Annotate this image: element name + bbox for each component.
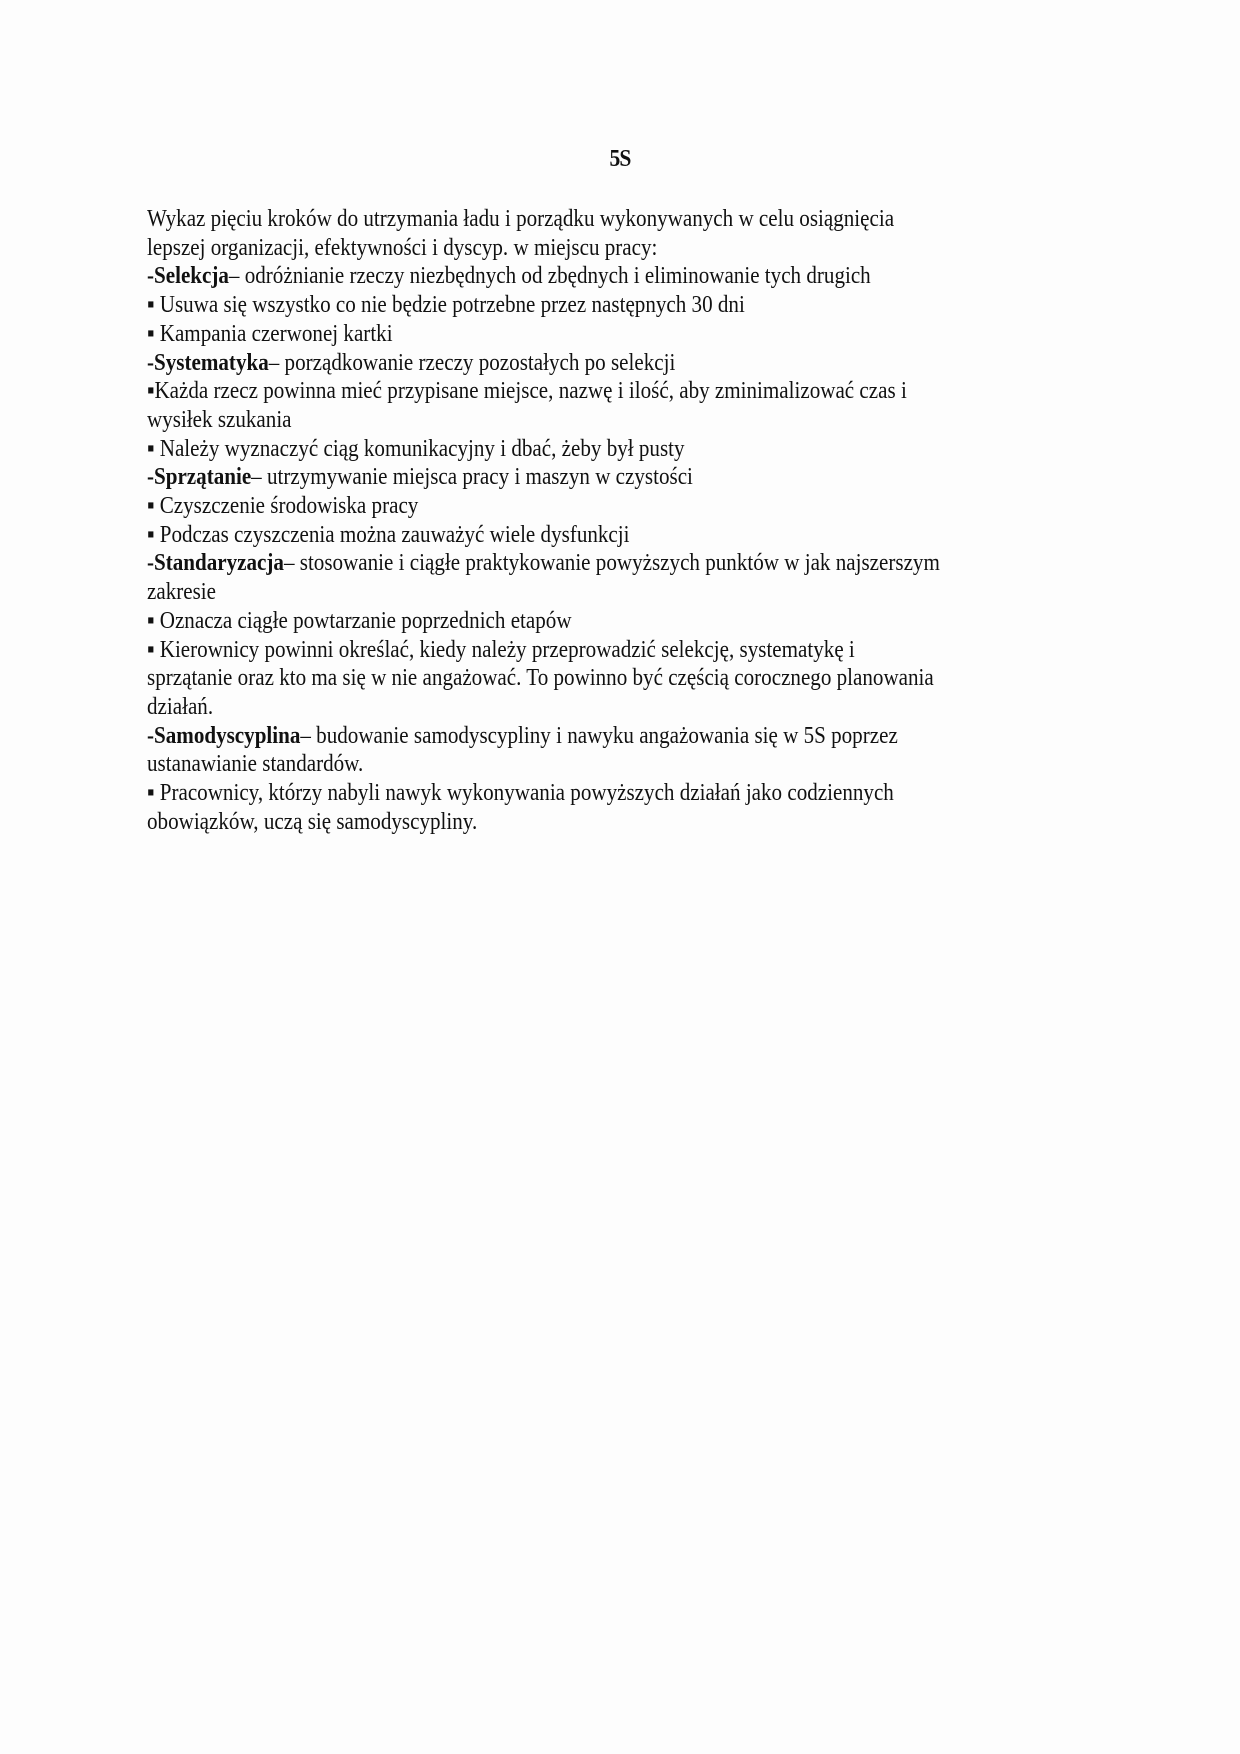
description-continuation-line: zakresie xyxy=(147,578,217,606)
bullet-continuation-line: działań. xyxy=(147,692,214,720)
section-heading: -Samodyscyplina xyxy=(147,721,301,749)
bullet-continuation-line: obowiązków, uczą się samodyscypliny. xyxy=(147,807,478,835)
section-description: – porządkowanie rzeczy pozostałych po selekcji xyxy=(268,348,676,376)
section-heading: -Systematyka xyxy=(147,348,269,376)
intro-line: lepszej organizacji, efektywności i dyscyp. w miejscu pracy: xyxy=(147,233,658,261)
section-selekcja-heading-line xyxy=(147,262,1097,291)
bullet-line: ▪ Usuwa się wszystko co nie będzie potrzebne przez następnych 30 dni xyxy=(147,291,745,319)
bullet-line: ▪ Kierownicy powinni określać, kiedy należy przeprowadzić selekcję, systematykę i xyxy=(147,635,855,663)
description-continuation-line: ustanawianie standardów. xyxy=(147,750,364,778)
section-heading: -Selekcja xyxy=(147,262,229,290)
section-description: – odróżnianie rzeczy niezbędnych od zbędnych i eliminowanie tych drugich xyxy=(228,262,871,290)
document-body xyxy=(147,205,1097,836)
section-description: – budowanie samodyscypliny i nawyku angażowania się w 5S poprzez xyxy=(300,721,898,749)
bullet-line: ▪ Pracownicy, którzy nabyli nawyk wykonywania powyższych działań jako codziennych xyxy=(147,779,894,807)
intro-line: Wykaz pięciu kroków do utrzymania ładu i porządku wykonywanych w celu osiągnięcia xyxy=(147,205,895,232)
section-samodyscyplina-heading-line xyxy=(147,722,1097,751)
section-systematyka-heading-line xyxy=(147,349,1097,378)
bullet-line: ▪ Kampania czerwonej kartki xyxy=(147,319,393,347)
section-standaryzacja-heading-line xyxy=(147,549,1097,578)
section-description: – stosowanie i ciągłe praktykowanie powyższych punktów w jak najszerszym xyxy=(283,549,940,577)
bullet-continuation-line: wysiłek szukania xyxy=(147,405,292,433)
bullet-line: ▪ Czyszczenie środowiska pracy xyxy=(147,492,419,520)
section-sprzatanie-heading-line xyxy=(147,463,1097,492)
bullet-line: ▪ Należy wyznaczyć ciąg komunikacyjny i dbać, żeby był pusty xyxy=(147,434,685,462)
document-title: 5S xyxy=(609,146,631,172)
bullet-line: ▪Każda rzecz powinna mieć przypisane miejsce, nazwę i ilość, aby zminimalizować czas i xyxy=(147,377,907,405)
bullet-continuation-line: sprzątanie oraz kto ma się w nie angażować. To powinno być częścią corocznego planowania xyxy=(147,664,934,692)
bullet-line: ▪ Oznacza ciągłe powtarzanie poprzednich etapów xyxy=(147,606,572,634)
bullet-line: ▪ Podczas czyszczenia można zauważyć wiele dysfunkcji xyxy=(147,520,630,548)
section-heading: -Standaryzacja xyxy=(147,549,284,577)
section-heading: -Sprzątanie xyxy=(147,463,252,491)
section-description: – utrzymywanie miejsca pracy i maszyn w czystości xyxy=(251,463,693,491)
